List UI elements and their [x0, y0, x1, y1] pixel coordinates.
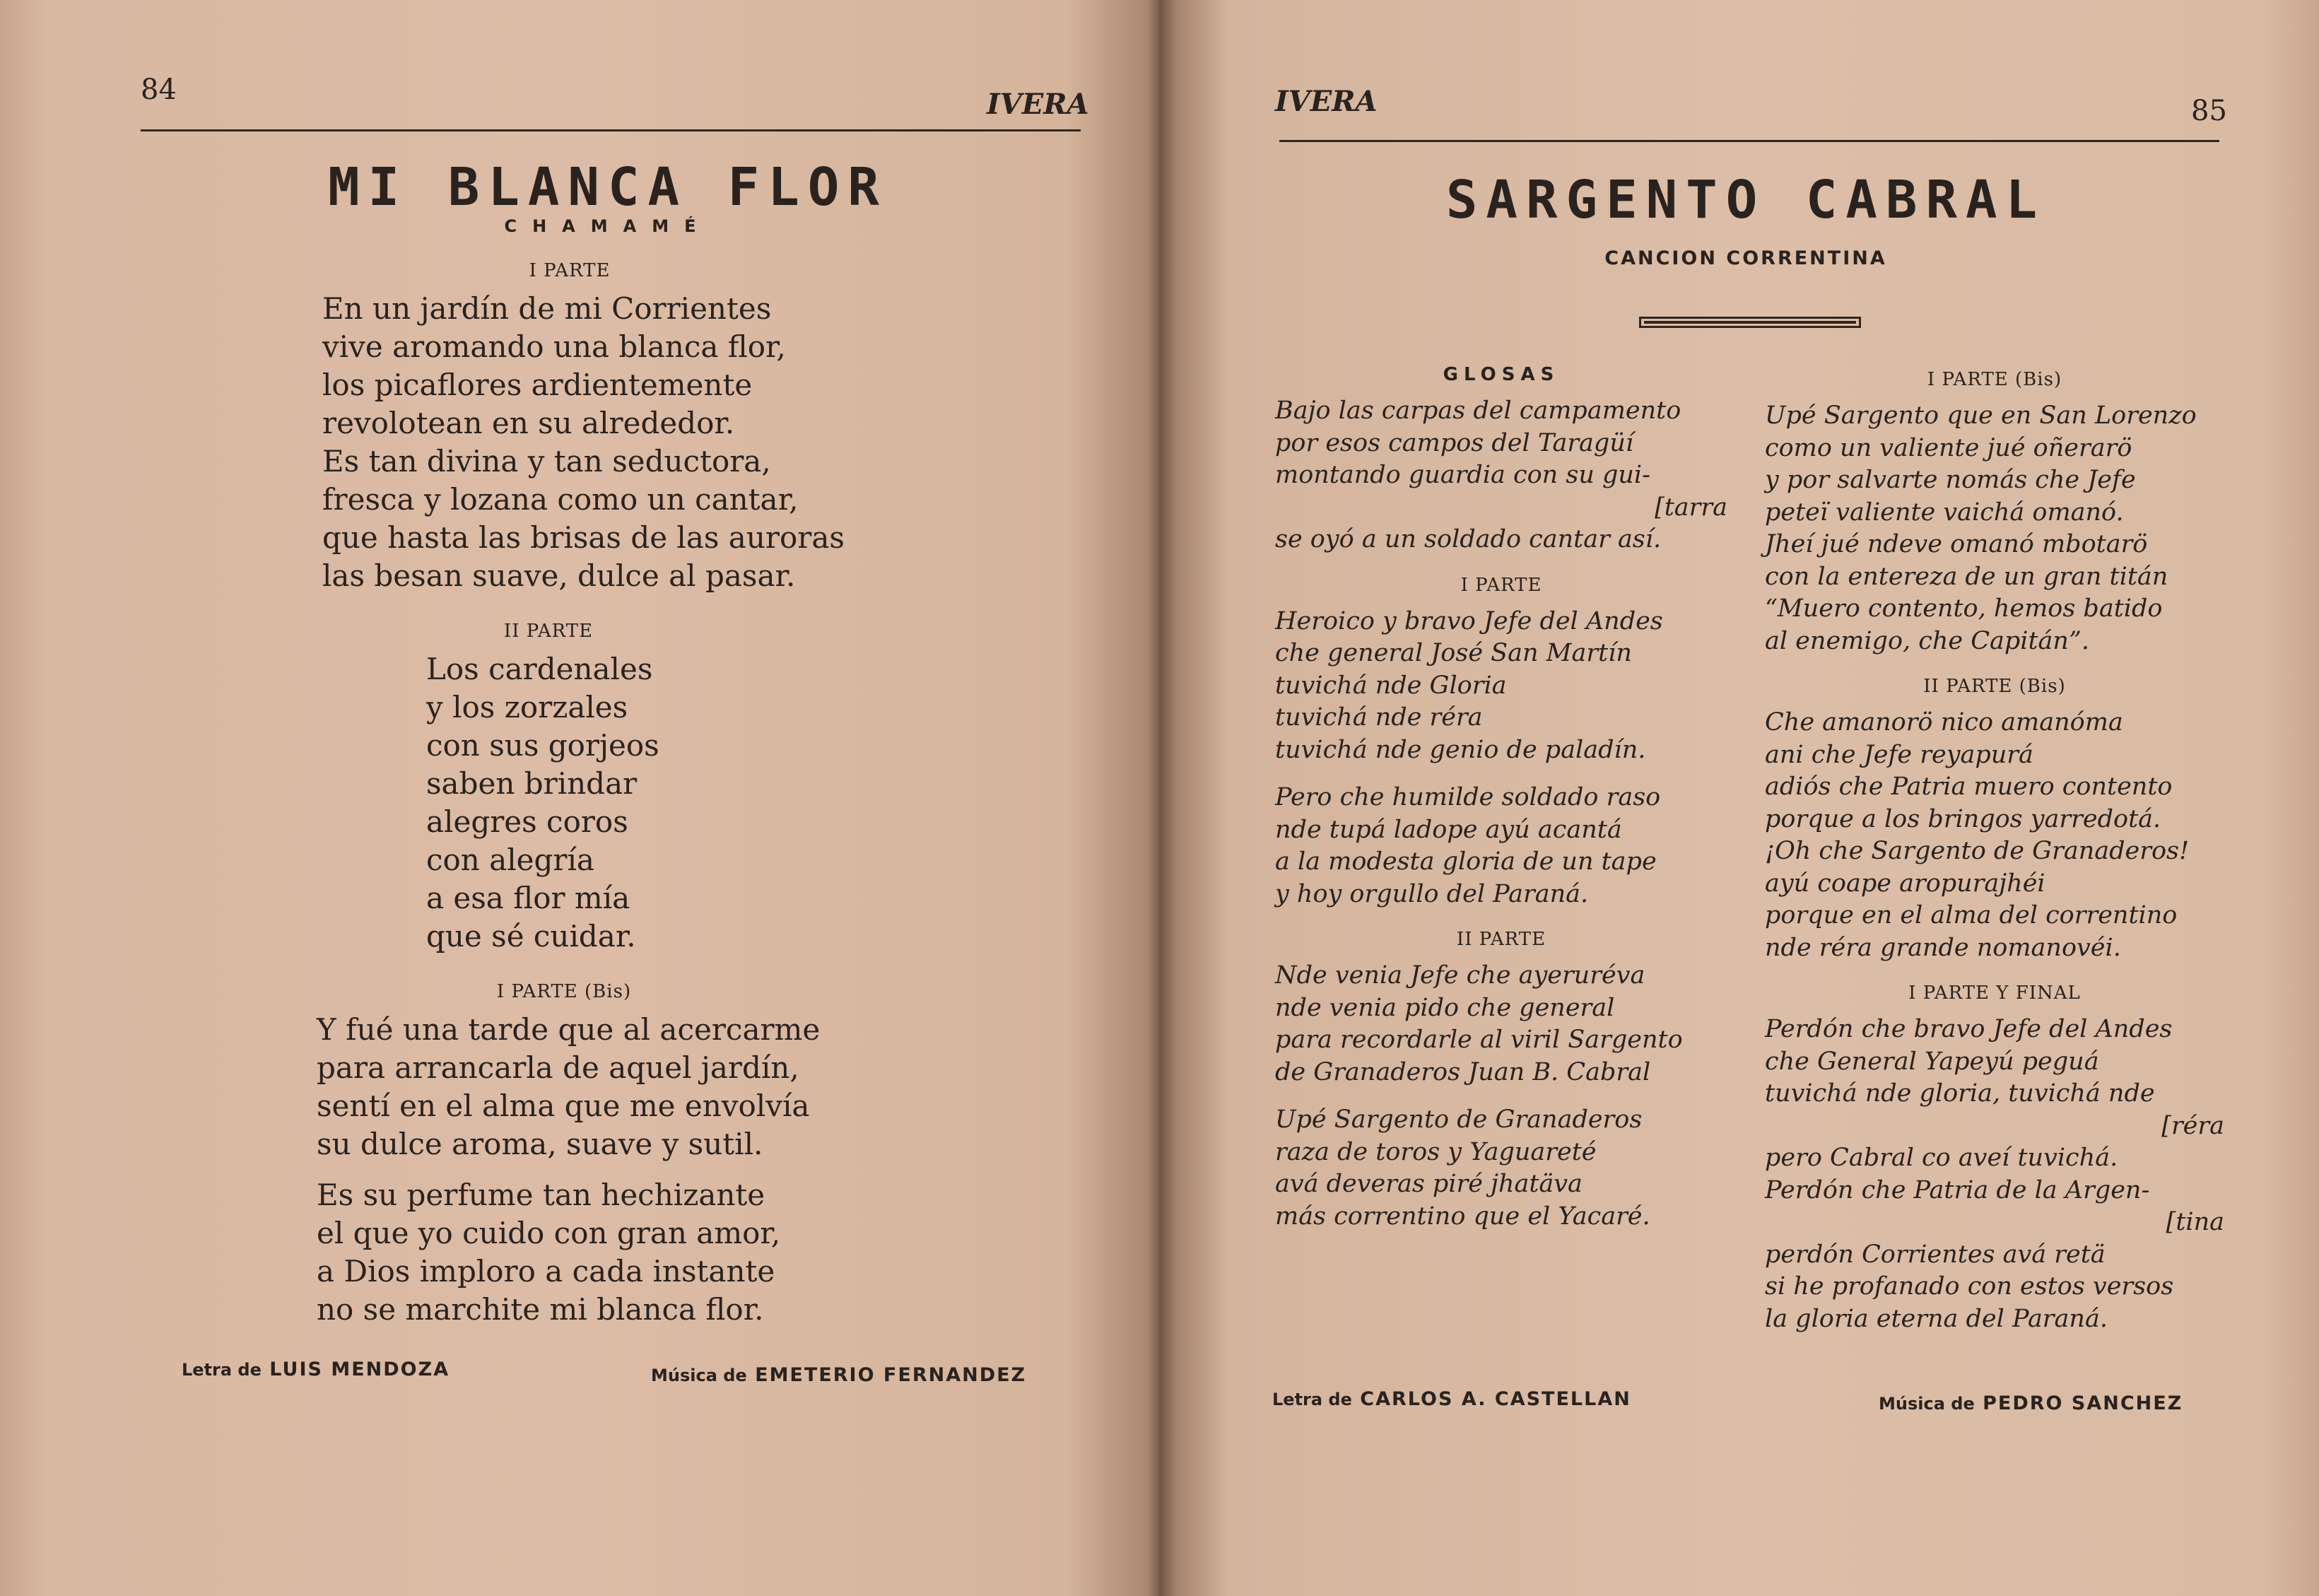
section-heading: I PARTE (Bis): [1927, 369, 2062, 390]
lyrics-column-left: [1275, 364, 1727, 1251]
lyric-line: Che amanorö nico amanóma: [1765, 708, 2123, 737]
section-heading: I PARTE: [529, 260, 611, 281]
lyric-line: tuvichá nde réra: [1275, 703, 1483, 732]
lyric-line: fresca y lozana como un cantar,: [322, 482, 799, 517]
lyric-line: peteï valiente vaichá omanó.: [1765, 498, 2124, 527]
lyric-line: su dulce aroma, suave y sutil.: [317, 1127, 763, 1161]
stanza: [1275, 606, 1727, 767]
section-heading: II PARTE (Bis): [1923, 676, 2066, 697]
lyric-line: raza de toros y Yaguareté: [1275, 1137, 1597, 1166]
lyric-line: che General Yapeyú peguá: [1765, 1047, 2099, 1076]
lyrics-column-right: [1765, 369, 2224, 1354]
lyrics-section: [1275, 575, 1727, 911]
lyric-line: como un valiente jué oñerarö: [1765, 433, 2132, 462]
lyric-line: se oyó a un soldado cantar así.: [1275, 525, 1662, 553]
stanza: [317, 1176, 882, 1329]
section-heading: II PARTE: [1456, 929, 1546, 950]
music-credit-right: [1879, 1392, 2183, 1414]
lyric-line: ¡Oh che Sargento de Granaderos!: [1765, 837, 2190, 865]
section-heading: I PARTE Y FINAL: [1908, 982, 2081, 1004]
credit-prefix: Letra de: [182, 1360, 262, 1380]
running-head-left: IVERA: [987, 88, 1089, 121]
lyric-line: adiós che Patria muero contento: [1765, 773, 2173, 801]
stanza: [1765, 400, 2224, 657]
lyric-line: con la entereza de un gran titán: [1765, 562, 2168, 591]
lyric-line: y hoy orgullo del Paraná.: [1275, 879, 1589, 908]
lyric-line: sentí en el alma que me envolvía: [317, 1089, 810, 1123]
lyrics-section: [322, 621, 888, 968]
song-title-left: MI BLANCA FLOR: [328, 157, 888, 218]
lyric-line: tuvichá nde Gloria: [1275, 671, 1507, 700]
lyric-line: saben brindar: [426, 766, 638, 801]
music-credit-left: [651, 1364, 1026, 1386]
lyric-line: para recordarle al viril Sargento: [1275, 1026, 1683, 1054]
section-heading: I PARTE (Bis): [496, 981, 632, 1002]
lyric-line: Pero che humilde soldado raso: [1275, 783, 1661, 811]
credit-prefix: Música de: [651, 1366, 747, 1385]
section-heading: I PARTE: [1460, 574, 1542, 596]
lyric-line: revolotean en su alrededor.: [322, 406, 735, 440]
stanza: [1275, 782, 1727, 910]
lyric-line: los picaflores ardientemente: [322, 368, 753, 402]
lyric-line: ani che Jefe reyapurá: [1765, 740, 2033, 769]
lyric-line: la gloria eterna del Paraná.: [1765, 1304, 2108, 1333]
decorative-divider: [1639, 317, 1861, 328]
stanza: [317, 1011, 882, 1163]
page-number-left: 84: [141, 74, 177, 106]
page-number-right: 85: [2191, 95, 2227, 127]
lyric-line: tuvichá nde gloria, tuvichá nde: [1765, 1079, 2155, 1108]
lyrics-section: [322, 260, 888, 608]
lyric-line: ayú coape aropurajhéi: [1765, 869, 2045, 898]
lyric-line: que sé cuidar.: [426, 919, 636, 954]
lyric-line: con alegría: [426, 843, 594, 877]
lyric-line: Los cardenales: [426, 652, 653, 686]
lyric-line: nde venia pido che general: [1275, 993, 1615, 1022]
lyric-line: Jheí jué ndeve omanó mbotarö: [1765, 530, 2148, 558]
lyric-line: que hasta las brisas de las auroras: [322, 520, 845, 555]
section-heading: II PARTE: [503, 621, 594, 642]
lyric-line: Upé Sargento de Granaderos: [1275, 1105, 1643, 1134]
lyric-line: [réra: [2161, 1111, 2224, 1140]
lyric-line: a Dios imploro a cada instante: [317, 1254, 775, 1289]
lyric-line: pero Cabral co aveí tuvichá.: [1765, 1144, 2118, 1172]
lyric-line: Perdón che Patria de la Argen-: [1765, 1175, 2150, 1204]
stanza: [1275, 395, 1727, 556]
lyrics-credit-right: [1272, 1388, 1631, 1410]
composer-name: EMETERIO FERNANDEZ: [755, 1364, 1027, 1386]
stanza: [322, 290, 888, 595]
lyric-line: alegres coros: [426, 804, 628, 839]
credit-prefix: Música de: [1879, 1394, 1975, 1414]
lyric-line: Upé Sargento que en San Lorenzo: [1765, 401, 2197, 430]
running-head-right: IVERA: [1275, 85, 1378, 118]
lyricist-name: LUIS MENDOZA: [269, 1359, 450, 1380]
lyric-line: no se marchite mi blanca flor.: [317, 1292, 764, 1327]
lyric-line: tuvichá nde genio de paladín.: [1275, 735, 1646, 764]
lyric-line: a la modesta gloria de un tape: [1275, 847, 1657, 876]
lyric-line: Y fué una tarde que al acercarme: [317, 1012, 821, 1047]
lyric-line: nde réra grande nomanovéi.: [1765, 933, 2121, 962]
lyric-line: Es tan divina y tan seductora,: [322, 444, 771, 479]
lyric-line: porque en el alma del correntino: [1765, 901, 2178, 929]
section-heading: GLOSAS: [1443, 364, 1560, 385]
lyric-line: a esa flor mía: [426, 881, 630, 915]
lyrics-credit-left: [182, 1359, 450, 1380]
stanza: [1275, 1104, 1727, 1233]
lyric-line: En un jardín de mi Corrientes: [322, 291, 772, 326]
lyrics-section: [1275, 364, 1727, 556]
lyric-line: y por salvarte nomás che Jefe: [1765, 466, 2136, 494]
lyrics-section: [1275, 929, 1727, 1233]
lyric-line: para arrancarla de aquel jardín,: [317, 1050, 799, 1085]
lyric-line: [tarra: [1655, 493, 1727, 522]
lyric-line: Nde venia Jefe che ayeruréva: [1275, 961, 1645, 990]
lyric-line: nde tupá ladope ayú acantá: [1275, 815, 1622, 844]
stanza: [1765, 1014, 2224, 1335]
lyric-line: “Muero contento, hemos batido: [1765, 594, 2163, 623]
lyric-line: más correntino que el Yacaré.: [1275, 1202, 1650, 1231]
lyric-line: Heroico y bravo Jefe del Andes: [1275, 606, 1663, 635]
lyric-line: por esos campos del Taragüí: [1275, 428, 1634, 457]
lyrics-section: [1765, 676, 2224, 964]
lyric-line: Bajo las carpas del campamento: [1275, 397, 1681, 425]
lyric-line: montando guardia con su gui-: [1275, 461, 1650, 489]
lyric-line: el que yo cuido con gran amor,: [317, 1216, 781, 1250]
stanza: [426, 650, 888, 956]
lyric-line: [tina: [2166, 1208, 2224, 1236]
lyric-line: al enemigo, che Capitán”.: [1765, 626, 2089, 655]
lyric-line: y los zorzales: [426, 690, 628, 724]
lyric-line: vive aromando una blanca flor,: [322, 329, 786, 364]
lyric-line: con sus gorjeos: [426, 728, 659, 763]
lyric-line: de Granaderos Juan B. Cabral: [1275, 1057, 1651, 1086]
lyricist-name: CARLOS A. CASTELLAN: [1360, 1388, 1631, 1410]
song-genre-right: CANCION CORRENTINA: [1604, 247, 1887, 269]
lyrics-section: [1765, 369, 2224, 657]
header-rule-right: [1279, 140, 2219, 142]
lyric-line: las besan suave, dulce al pasar.: [322, 558, 796, 593]
song-genre-left: CHAMAMÉ: [504, 216, 712, 236]
lyric-line: avá deveras piré jhatäva: [1275, 1170, 1583, 1198]
song-title-right: SARGENTO CABRAL: [1445, 170, 2046, 230]
lyrics-section: [317, 981, 882, 1342]
composer-name: PEDRO SANCHEZ: [1983, 1392, 2183, 1414]
stanza: [1765, 707, 2224, 964]
header-rule-left: [141, 129, 1081, 131]
stanza: [1275, 960, 1727, 1089]
credit-prefix: Letra de: [1272, 1390, 1352, 1409]
lyrics-section: [1765, 982, 2224, 1335]
lyric-line: si he profanado con estos versos: [1765, 1272, 2174, 1301]
lyric-line: che general José San Martín: [1275, 639, 1632, 667]
lyric-line: Es su perfume tan hechizante: [317, 1178, 765, 1212]
lyric-line: Perdón che bravo Jefe del Andes: [1765, 1015, 2173, 1043]
lyric-line: perdón Corrientes avá retä: [1765, 1240, 2106, 1269]
lyric-line: porque a los bringos yarredotá.: [1765, 804, 2161, 833]
